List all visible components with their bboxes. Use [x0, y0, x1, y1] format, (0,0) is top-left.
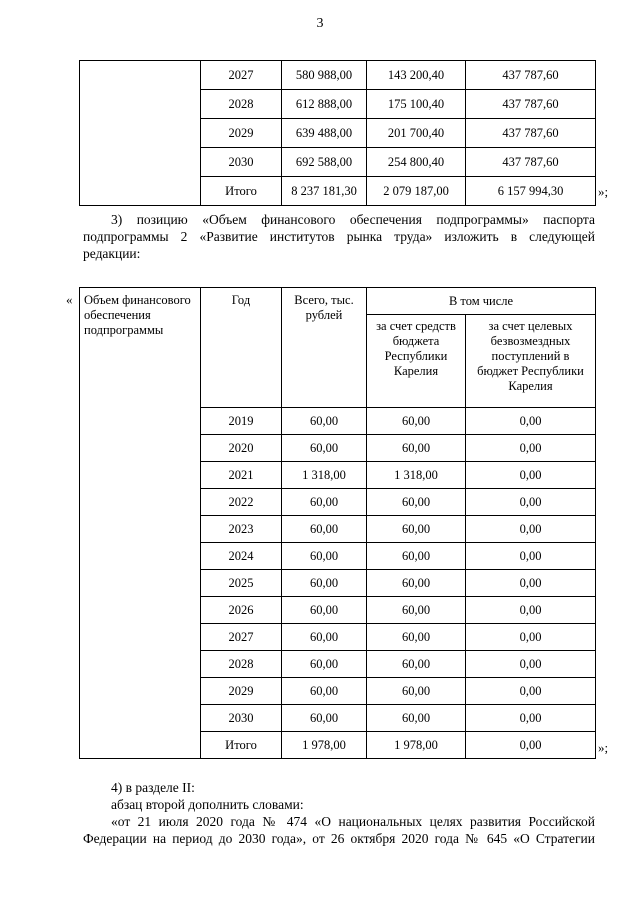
table1-empty-label-cell [80, 61, 201, 206]
table2-cell-budget: 60,00 [367, 597, 466, 624]
table2-col-budget: за счет средств бюджета Республики Карелия [367, 315, 466, 408]
table2-cell-budget: 60,00 [367, 570, 466, 597]
table2-cell-other: 0,00 [466, 543, 596, 570]
table1-cell-year: Итого [201, 177, 282, 206]
table2-cell-other: 0,00 [466, 489, 596, 516]
table2-cell-budget: 60,00 [367, 543, 466, 570]
table2-cell-other: 0,00 [466, 408, 596, 435]
table2-cell-other: 0,00 [466, 705, 596, 732]
table2-cell-budget: 60,00 [367, 624, 466, 651]
table1-cell-total: 580 988,00 [282, 61, 367, 90]
table2-cell-total: 60,00 [282, 678, 367, 705]
table-row [80, 61, 596, 90]
table2-cell-total: 60,00 [282, 489, 367, 516]
table2-cell-total: 60,00 [282, 624, 367, 651]
table2-cell-other: 0,00 [466, 651, 596, 678]
table2-cell-year: 2020 [201, 435, 282, 462]
table2-cell-other: 0,00 [466, 597, 596, 624]
table1-cell-year: 2028 [201, 90, 282, 119]
paragraph3-line1: 3) позицию «Объем финансового обеспечения подпрограммы» паспорта [111, 212, 595, 227]
table1-cell-budget: 201 700,40 [367, 119, 466, 148]
table2-cell-year: 2026 [201, 597, 282, 624]
table2-cell-other: 0,00 [466, 435, 596, 462]
table2-label: Объем финансового обеспечения подпрограммы [80, 288, 201, 759]
table2-cell-total: 60,00 [282, 435, 367, 462]
table1-cell-other: 437 787,60 [466, 90, 596, 119]
table2-cell-budget: 60,00 [367, 651, 466, 678]
table2-cell-budget: 1 318,00 [367, 462, 466, 489]
table2-cell-year: 2025 [201, 570, 282, 597]
table2-cell-year: 2023 [201, 516, 282, 543]
table2-cell-year: 2021 [201, 462, 282, 489]
table2-cell-year: 2022 [201, 489, 282, 516]
table1-cell-year: 2029 [201, 119, 282, 148]
table1-cell-total: 612 888,00 [282, 90, 367, 119]
table2-col-total: Всего, тыс. рублей [282, 288, 367, 408]
table1-cell-budget: 175 100,40 [367, 90, 466, 119]
table2-cell-year: 2028 [201, 651, 282, 678]
table2-cell-year: 2024 [201, 543, 282, 570]
table2-cell-other: 0,00 [466, 462, 596, 489]
table2-cell-total: 60,00 [282, 705, 367, 732]
table2-cell-other: 0,00 [466, 624, 596, 651]
table1-cell-other: 437 787,60 [466, 148, 596, 177]
table1-cell-total: 8 237 181,30 [282, 177, 367, 206]
table1-cell-other: 6 157 994,30 [466, 177, 596, 206]
paragraph4-line3: «от 21 июля 2020 года № 474 «О национальных целях развития Российской [111, 814, 595, 829]
table1-cell-total: 639 488,00 [282, 119, 367, 148]
table2-cell-budget: 60,00 [367, 705, 466, 732]
table2-cell-budget: 60,00 [367, 408, 466, 435]
table2-cell-year: 2030 [201, 705, 282, 732]
table2-closing-quote: »; [598, 740, 609, 755]
table2-cell-year: Итого [201, 732, 282, 759]
table1-cell-total: 692 588,00 [282, 148, 367, 177]
table2-cell-total: 60,00 [282, 651, 367, 678]
paragraph4-line2: абзац второй дополнить словами: [111, 797, 304, 812]
table2-cell-year: 2027 [201, 624, 282, 651]
table1-cell-year: 2030 [201, 148, 282, 177]
table2-cell-total: 1 978,00 [282, 732, 367, 759]
table2-cell-budget: 60,00 [367, 489, 466, 516]
table2-cell-budget: 1 978,00 [367, 732, 466, 759]
table2-col-year: Год [201, 288, 282, 408]
table2-cell-other: 0,00 [466, 678, 596, 705]
paragraph4-line4: Федерации на период до 2030 года», от 26 октября 2020 года № 645 «О Стратегии [83, 831, 595, 846]
table2-cell-year: 2019 [201, 408, 282, 435]
table1-cell-budget: 254 800,40 [367, 148, 466, 177]
table2-cell-other: 0,00 [466, 732, 596, 759]
table2-col-including: В том числе [367, 288, 596, 315]
table1-closing-quote: »; [598, 184, 609, 199]
table2-opening-quote: « [66, 292, 73, 307]
table2-cell-total: 60,00 [282, 516, 367, 543]
table2-cell-other: 0,00 [466, 516, 596, 543]
table2-cell-total: 60,00 [282, 570, 367, 597]
table1-cell-budget: 143 200,40 [367, 61, 466, 90]
table2-cell-total: 60,00 [282, 408, 367, 435]
funding-table-continued [79, 60, 596, 206]
table2-cell-other: 0,00 [466, 570, 596, 597]
page-number: 3 [316, 16, 324, 31]
table2-cell-budget: 60,00 [367, 435, 466, 462]
paragraph3-line3: редакции: [83, 246, 141, 261]
table2-cell-year: 2029 [201, 678, 282, 705]
paragraph3-line2: подпрограммы 2 «Развитие институтов рынка труда» изложить в следующей [83, 229, 595, 244]
table1-cell-other: 437 787,60 [466, 119, 596, 148]
table1-cell-budget: 2 079 187,00 [367, 177, 466, 206]
subprogram2-funding-table [79, 287, 596, 759]
table2-cell-total: 1 318,00 [282, 462, 367, 489]
table2-cell-budget: 60,00 [367, 678, 466, 705]
table2-cell-total: 60,00 [282, 543, 367, 570]
table2-col-other: за счет целевых безвозмездных поступлений в бюджет Республики Карелия [466, 315, 596, 408]
paragraph4-line1: 4) в разделе II: [111, 780, 195, 795]
table1-cell-year: 2027 [201, 61, 282, 90]
table2-cell-total: 60,00 [282, 597, 367, 624]
table2-cell-budget: 60,00 [367, 516, 466, 543]
table1-cell-other: 437 787,60 [466, 61, 596, 90]
